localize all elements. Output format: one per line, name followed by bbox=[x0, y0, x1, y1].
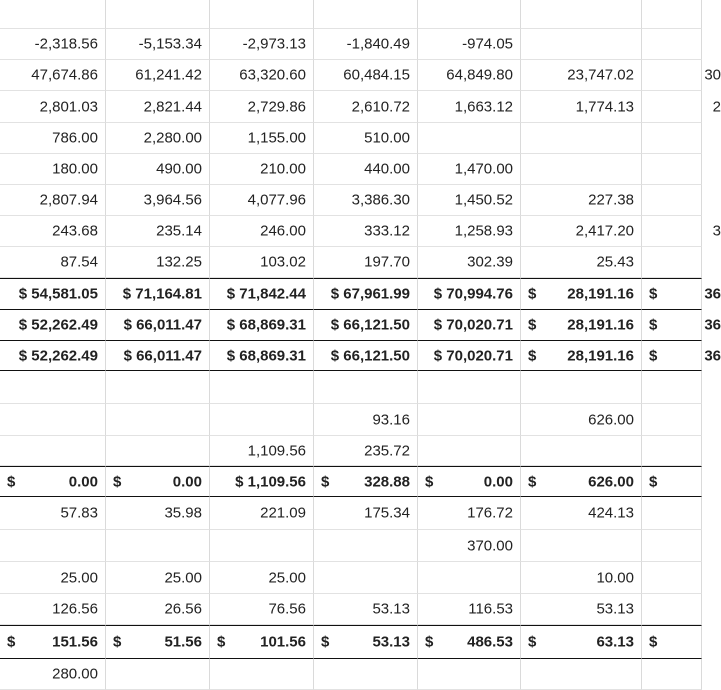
sheet-cell[interactable] bbox=[0, 497, 106, 530]
cell-value: 116.53 bbox=[468, 600, 513, 618]
cell-value: 370.00 bbox=[467, 537, 513, 554]
sheet-cell[interactable] bbox=[210, 310, 314, 341]
cell-value: 63,320.60 bbox=[239, 66, 306, 84]
sheet-cell[interactable] bbox=[210, 185, 314, 216]
currency-symbol: $ bbox=[113, 473, 122, 490]
cell-value: 2,729.86 bbox=[247, 98, 306, 115]
cell-value: 0.00 bbox=[172, 473, 202, 490]
sheet-row bbox=[0, 278, 721, 310]
cell-value: 53.13 bbox=[596, 600, 634, 618]
sheet-cell[interactable] bbox=[0, 91, 106, 123]
cell-value: 87.54 bbox=[60, 253, 98, 271]
sheet-cell[interactable] bbox=[106, 123, 210, 154]
sheet-cell[interactable] bbox=[418, 371, 521, 404]
sheet-cell[interactable] bbox=[314, 29, 418, 60]
sheet-cell[interactable] bbox=[418, 29, 521, 60]
cell-value: 197.70 bbox=[364, 253, 410, 271]
sheet-cell[interactable] bbox=[210, 0, 314, 29]
currency-symbol: $ bbox=[649, 473, 658, 490]
sheet-cell[interactable] bbox=[210, 278, 314, 310]
cell-value: 510.00 bbox=[364, 129, 410, 147]
sheet-cell[interactable] bbox=[0, 216, 106, 247]
cell-value: 2,610.72 bbox=[351, 98, 410, 115]
cell-value: 126.56 bbox=[52, 600, 98, 618]
sheet-cell[interactable] bbox=[642, 0, 702, 29]
sheet-cell[interactable] bbox=[210, 497, 314, 530]
sheet-cell[interactable] bbox=[642, 278, 721, 310]
cell-value: 176.72 bbox=[467, 504, 513, 522]
sheet-cell[interactable] bbox=[0, 29, 106, 60]
currency-symbol: $ bbox=[425, 473, 434, 490]
cell-value: 626.00 bbox=[588, 411, 634, 428]
cell-value: 302.39 bbox=[467, 253, 513, 271]
sheet-cell[interactable] bbox=[106, 530, 210, 562]
currency-symbol: $ bbox=[425, 633, 434, 651]
sheet-cell[interactable] bbox=[642, 29, 702, 60]
sheet-cell[interactable] bbox=[210, 436, 314, 466]
currency-symbol: $ bbox=[528, 316, 537, 334]
currency-symbol: $ bbox=[7, 473, 16, 490]
cell-value: $ 68,869.31 bbox=[226, 316, 306, 334]
sheet-cell[interactable] bbox=[210, 216, 314, 247]
cell-value: 36 bbox=[704, 285, 721, 303]
sheet-cell[interactable] bbox=[521, 341, 642, 371]
cell-value: 180.00 bbox=[52, 160, 98, 178]
currency-symbol: $ bbox=[528, 285, 537, 303]
sheet-cell[interactable] bbox=[642, 625, 702, 659]
cell-value: 3,386.30 bbox=[351, 191, 410, 209]
cell-value: 3 bbox=[712, 222, 721, 240]
sheet-cell[interactable] bbox=[642, 659, 702, 690]
sheet-cell[interactable] bbox=[314, 497, 418, 530]
sheet-cell[interactable] bbox=[0, 278, 106, 310]
sheet-row bbox=[0, 216, 721, 247]
sheet-cell[interactable] bbox=[521, 310, 642, 341]
sheet-cell[interactable] bbox=[210, 625, 314, 659]
currency-symbol: $ bbox=[7, 633, 16, 651]
sheet-cell[interactable] bbox=[642, 562, 702, 594]
cell-value: 93.16 bbox=[372, 411, 410, 428]
cell-value: 210.00 bbox=[260, 160, 306, 178]
cell-value: 2,417.20 bbox=[575, 222, 634, 240]
sheet-cell[interactable] bbox=[418, 154, 521, 185]
currency-symbol: $ bbox=[649, 347, 658, 364]
sheet-cell[interactable] bbox=[642, 497, 702, 530]
cell-value: 25.00 bbox=[268, 569, 306, 586]
sheet-cell[interactable] bbox=[642, 371, 702, 404]
sheet-cell[interactable] bbox=[0, 404, 106, 436]
sheet-cell[interactable] bbox=[642, 123, 702, 154]
sheet-row bbox=[0, 310, 721, 341]
cell-value: 25.00 bbox=[164, 569, 202, 586]
sheet-cell[interactable] bbox=[418, 216, 521, 247]
sheet-cell[interactable] bbox=[642, 530, 702, 562]
sheet-cell[interactable] bbox=[418, 594, 521, 625]
cell-value: 25.43 bbox=[596, 253, 634, 271]
sheet-cell[interactable] bbox=[106, 247, 210, 278]
sheet-cell[interactable] bbox=[418, 404, 521, 436]
cell-value: 132.25 bbox=[156, 253, 202, 271]
sheet-cell[interactable] bbox=[106, 594, 210, 625]
cell-value: 103.02 bbox=[260, 253, 306, 271]
sheet-cell[interactable] bbox=[0, 436, 106, 466]
sheet-cell[interactable] bbox=[521, 436, 642, 466]
cell-value: $ 52,262.49 bbox=[18, 316, 98, 334]
sheet-cell[interactable] bbox=[106, 436, 210, 466]
sheet-cell[interactable] bbox=[106, 185, 210, 216]
sheet-cell[interactable] bbox=[106, 216, 210, 247]
sheet-cell[interactable] bbox=[521, 0, 642, 29]
sheet-cell[interactable] bbox=[314, 562, 418, 594]
sheet-cell[interactable] bbox=[210, 466, 314, 497]
sheet-cell[interactable] bbox=[0, 530, 106, 562]
cell-value: 626.00 bbox=[588, 473, 634, 490]
cell-value: $ 71,164.81 bbox=[122, 285, 202, 303]
sheet-cell[interactable] bbox=[210, 60, 314, 91]
sheet-row bbox=[0, 404, 690, 436]
sheet-cell[interactable] bbox=[521, 185, 642, 216]
sheet-cell[interactable] bbox=[106, 497, 210, 530]
sheet-row bbox=[0, 60, 721, 91]
sheet-row bbox=[0, 0, 690, 29]
sheet-cell[interactable] bbox=[314, 659, 418, 690]
sheet-row bbox=[0, 594, 690, 625]
sheet-cell[interactable] bbox=[106, 404, 210, 436]
currency-symbol: $ bbox=[649, 633, 658, 651]
cell-value: $ 70,994.76 bbox=[433, 285, 513, 303]
sheet-cell[interactable] bbox=[521, 497, 642, 530]
sheet-cell[interactable] bbox=[0, 60, 106, 91]
cell-value: 76.56 bbox=[268, 600, 306, 618]
sheet-cell[interactable] bbox=[314, 310, 418, 341]
cell-value: 235.72 bbox=[364, 442, 410, 459]
sheet-cell[interactable] bbox=[418, 278, 521, 310]
cell-value: 101.56 bbox=[260, 633, 306, 651]
currency-symbol: $ bbox=[113, 633, 122, 651]
cell-value: $ 1,109.56 bbox=[235, 473, 306, 490]
sheet-cell[interactable] bbox=[642, 404, 702, 436]
cell-value: 2,280.00 bbox=[143, 129, 202, 147]
sheet-cell[interactable] bbox=[418, 247, 521, 278]
cell-value: 35.98 bbox=[164, 504, 202, 522]
cell-value: $ 71,842.44 bbox=[226, 285, 306, 303]
sheet-cell[interactable] bbox=[314, 216, 418, 247]
cell-value: $ 66,011.47 bbox=[123, 347, 202, 364]
sheet-cell[interactable] bbox=[106, 466, 210, 497]
cell-value: 53.13 bbox=[372, 600, 410, 618]
sheet-cell[interactable] bbox=[0, 562, 106, 594]
sheet-cell[interactable] bbox=[642, 60, 721, 91]
cell-value: 2,807.94 bbox=[39, 191, 98, 209]
sheet-cell[interactable] bbox=[314, 0, 418, 29]
cell-value: $ 66,011.47 bbox=[123, 316, 202, 334]
sheet-cell[interactable] bbox=[418, 310, 521, 341]
cell-value: 786.00 bbox=[52, 129, 98, 147]
sheet-cell[interactable] bbox=[0, 341, 106, 371]
cell-value: 440.00 bbox=[364, 160, 410, 178]
sheet-cell[interactable] bbox=[418, 659, 521, 690]
currency-symbol: $ bbox=[321, 473, 330, 490]
sheet-cell[interactable] bbox=[642, 154, 702, 185]
sheet-cell[interactable] bbox=[210, 404, 314, 436]
cell-value: 36 bbox=[704, 316, 721, 334]
sheet-cell[interactable] bbox=[210, 29, 314, 60]
sheet-cell[interactable] bbox=[210, 247, 314, 278]
sheet-cell[interactable] bbox=[210, 530, 314, 562]
sheet-row bbox=[0, 466, 690, 497]
sheet-cell[interactable] bbox=[521, 594, 642, 625]
cell-value: 64,849.80 bbox=[446, 66, 513, 84]
sheet-row bbox=[0, 29, 690, 60]
sheet-cell[interactable] bbox=[521, 247, 642, 278]
cell-value: -5,153.34 bbox=[138, 35, 202, 53]
sheet-cell[interactable] bbox=[642, 310, 721, 341]
sheet-cell[interactable] bbox=[0, 247, 106, 278]
sheet-cell[interactable] bbox=[210, 562, 314, 594]
cell-value: 23,747.02 bbox=[567, 66, 634, 84]
sheet-cell[interactable] bbox=[642, 341, 721, 371]
sheet-cell[interactable] bbox=[0, 466, 106, 497]
cell-value: 1,663.12 bbox=[454, 98, 513, 115]
sheet-cell[interactable] bbox=[418, 466, 521, 497]
sheet-cell[interactable] bbox=[642, 247, 702, 278]
sheet-cell[interactable] bbox=[418, 562, 521, 594]
cell-value: 328.88 bbox=[364, 473, 410, 490]
cell-value: 28,191.16 bbox=[567, 316, 634, 334]
cell-value: -2,318.56 bbox=[34, 35, 98, 53]
currency-symbol: $ bbox=[217, 633, 226, 651]
sheet-cell[interactable] bbox=[314, 530, 418, 562]
cell-value: -1,840.49 bbox=[346, 35, 410, 53]
cell-value: 1,470.00 bbox=[454, 160, 513, 178]
cell-value: 235.14 bbox=[156, 222, 202, 240]
sheet-cell[interactable] bbox=[0, 123, 106, 154]
cell-value: 243.68 bbox=[52, 222, 98, 240]
cell-value: 0.00 bbox=[68, 473, 98, 490]
currency-symbol: $ bbox=[321, 633, 330, 651]
cell-value: 4,077.96 bbox=[247, 191, 306, 209]
sheet-row bbox=[0, 530, 690, 562]
cell-value: 63.13 bbox=[596, 633, 634, 651]
sheet-cell[interactable] bbox=[210, 659, 314, 690]
sheet-cell[interactable] bbox=[0, 659, 106, 690]
cell-value: 280.00 bbox=[52, 665, 98, 683]
cell-value: 227.38 bbox=[588, 191, 634, 209]
cell-value: 51.56 bbox=[164, 633, 202, 651]
sheet-cell[interactable] bbox=[418, 0, 521, 29]
sheet-row bbox=[0, 436, 690, 466]
sheet-cell[interactable] bbox=[521, 530, 642, 562]
cell-value: 486.53 bbox=[467, 633, 513, 651]
currency-symbol: $ bbox=[649, 316, 658, 334]
cell-value: 25.00 bbox=[60, 569, 98, 586]
currency-symbol: $ bbox=[528, 473, 537, 490]
sheet-cell[interactable] bbox=[106, 91, 210, 123]
sheet-cell[interactable] bbox=[0, 310, 106, 341]
cell-value: 490.00 bbox=[156, 160, 202, 178]
cell-value: 2 bbox=[712, 98, 721, 115]
sheet-cell[interactable] bbox=[210, 91, 314, 123]
cell-value: 57.83 bbox=[60, 504, 98, 522]
cell-value: -2,973.13 bbox=[242, 35, 306, 53]
sheet-cell[interactable] bbox=[521, 404, 642, 436]
sheet-cell[interactable] bbox=[418, 60, 521, 91]
sheet-cell[interactable] bbox=[210, 371, 314, 404]
cell-value: 151.56 bbox=[52, 633, 98, 651]
cell-value: 47,674.86 bbox=[31, 66, 98, 84]
cell-value: $ 66,121.50 bbox=[330, 347, 410, 364]
cell-value: $ 52,262.49 bbox=[18, 347, 98, 364]
sheet-cell[interactable] bbox=[314, 247, 418, 278]
sheet-cell[interactable] bbox=[521, 154, 642, 185]
cell-value: 1,109.56 bbox=[247, 442, 306, 459]
sheet-row bbox=[0, 625, 690, 659]
sheet-cell[interactable] bbox=[418, 341, 521, 371]
sheet-cell[interactable] bbox=[210, 123, 314, 154]
sheet-cell[interactable] bbox=[314, 91, 418, 123]
sheet-cell[interactable] bbox=[418, 123, 521, 154]
sheet-cell[interactable] bbox=[521, 60, 642, 91]
cell-value: 26.56 bbox=[164, 600, 202, 618]
sheet-cell[interactable] bbox=[314, 60, 418, 91]
sheet-cell[interactable] bbox=[210, 341, 314, 371]
cell-value: 28,191.16 bbox=[567, 347, 634, 364]
sheet-row bbox=[0, 371, 690, 404]
sheet-cell[interactable] bbox=[642, 216, 721, 247]
sheet-cell[interactable] bbox=[521, 371, 642, 404]
sheet-cell[interactable] bbox=[642, 466, 702, 497]
sheet-cell[interactable] bbox=[0, 625, 106, 659]
sheet-cell[interactable] bbox=[0, 185, 106, 216]
sheet-row bbox=[0, 497, 690, 530]
cell-value: 30 bbox=[704, 66, 721, 84]
sheet-row bbox=[0, 659, 690, 690]
sheet-cell[interactable] bbox=[106, 625, 210, 659]
sheet-row bbox=[0, 341, 721, 371]
sheet-cell[interactable] bbox=[314, 594, 418, 625]
sheet-cell[interactable] bbox=[106, 659, 210, 690]
sheet-row bbox=[0, 247, 690, 278]
cell-value: $ 67,961.99 bbox=[330, 285, 410, 303]
sheet-cell[interactable] bbox=[0, 0, 106, 29]
cell-value: 0.00 bbox=[483, 473, 513, 490]
cell-value: 333.12 bbox=[364, 222, 410, 240]
cell-value: 246.00 bbox=[260, 222, 306, 240]
cell-value: $ 70,020.71 bbox=[433, 347, 513, 364]
sheet-cell[interactable] bbox=[314, 371, 418, 404]
cell-value: 221.09 bbox=[260, 504, 306, 522]
cell-value: 36 bbox=[704, 347, 721, 364]
cell-value: 2,801.03 bbox=[39, 98, 98, 115]
sheet-cell[interactable] bbox=[418, 530, 521, 562]
cell-value: 1,155.00 bbox=[247, 129, 306, 147]
sheet-cell[interactable] bbox=[210, 594, 314, 625]
sheet-cell[interactable] bbox=[314, 436, 418, 466]
cell-value: $ 66,121.50 bbox=[330, 316, 410, 334]
sheet-cell[interactable] bbox=[106, 562, 210, 594]
sheet-cell[interactable] bbox=[521, 278, 642, 310]
sheet-cell[interactable] bbox=[418, 91, 521, 123]
currency-symbol: $ bbox=[528, 633, 537, 651]
sheet-cell[interactable] bbox=[418, 436, 521, 466]
sheet-cell[interactable] bbox=[106, 0, 210, 29]
sheet-cell[interactable] bbox=[521, 29, 642, 60]
cell-value: 3,964.56 bbox=[143, 191, 202, 209]
cell-value: 175.34 bbox=[364, 504, 410, 522]
sheet-cell[interactable] bbox=[521, 123, 642, 154]
sheet-cell[interactable] bbox=[314, 154, 418, 185]
sheet-row bbox=[0, 185, 690, 216]
sheet-cell[interactable] bbox=[314, 341, 418, 371]
sheet-cell[interactable] bbox=[521, 466, 642, 497]
sheet-cell[interactable] bbox=[521, 91, 642, 123]
currency-symbol: $ bbox=[528, 347, 537, 364]
sheet-cell[interactable] bbox=[106, 278, 210, 310]
sheet-cell[interactable] bbox=[314, 278, 418, 310]
sheet-cell[interactable] bbox=[106, 310, 210, 341]
sheet-cell[interactable] bbox=[0, 371, 106, 404]
cell-value: 28,191.16 bbox=[567, 285, 634, 303]
cell-value: $ 68,869.31 bbox=[226, 347, 306, 364]
cell-value: 1,258.93 bbox=[454, 222, 513, 240]
sheet-cell[interactable] bbox=[642, 436, 702, 466]
sheet-cell[interactable] bbox=[210, 154, 314, 185]
cell-value: 60,484.15 bbox=[343, 66, 410, 84]
sheet-cell[interactable] bbox=[521, 625, 642, 659]
sheet-cell[interactable] bbox=[106, 154, 210, 185]
sheet-cell[interactable] bbox=[314, 625, 418, 659]
cell-value: 2,821.44 bbox=[143, 98, 202, 115]
cell-value: 61,241.42 bbox=[135, 66, 202, 84]
sheet-cell[interactable] bbox=[418, 625, 521, 659]
cell-value: 1,774.13 bbox=[575, 98, 634, 115]
sheet-cell[interactable] bbox=[314, 185, 418, 216]
sheet-cell[interactable] bbox=[314, 404, 418, 436]
sheet-cell[interactable] bbox=[106, 371, 210, 404]
sheet-cell[interactable] bbox=[106, 341, 210, 371]
sheet-cell[interactable] bbox=[418, 497, 521, 530]
sheet-row bbox=[0, 154, 690, 185]
sheet-cell[interactable] bbox=[521, 216, 642, 247]
cell-value: 424.13 bbox=[588, 504, 634, 522]
sheet-cell[interactable] bbox=[0, 594, 106, 625]
cell-value: -974.05 bbox=[462, 35, 513, 53]
sheet-cell[interactable] bbox=[314, 466, 418, 497]
sheet-cell[interactable] bbox=[642, 594, 702, 625]
sheet-cell[interactable] bbox=[642, 185, 702, 216]
sheet-cell[interactable] bbox=[0, 154, 106, 185]
cell-value: 10.00 bbox=[596, 569, 634, 586]
sheet-cell[interactable] bbox=[418, 185, 521, 216]
currency-symbol: $ bbox=[649, 285, 658, 303]
sheet-cell[interactable] bbox=[521, 659, 642, 690]
cell-value: $ 70,020.71 bbox=[433, 316, 513, 334]
sheet-cell[interactable] bbox=[314, 123, 418, 154]
sheet-cell[interactable] bbox=[106, 60, 210, 91]
cell-value: 53.13 bbox=[372, 633, 410, 651]
sheet-row bbox=[0, 562, 690, 594]
sheet-cell[interactable] bbox=[642, 91, 721, 123]
cell-value: $ 54,581.05 bbox=[18, 285, 98, 303]
sheet-cell[interactable] bbox=[106, 29, 210, 60]
sheet-row bbox=[0, 91, 721, 123]
sheet-row bbox=[0, 123, 690, 154]
cell-value: 1,450.52 bbox=[454, 191, 513, 209]
sheet-cell[interactable] bbox=[521, 562, 642, 594]
